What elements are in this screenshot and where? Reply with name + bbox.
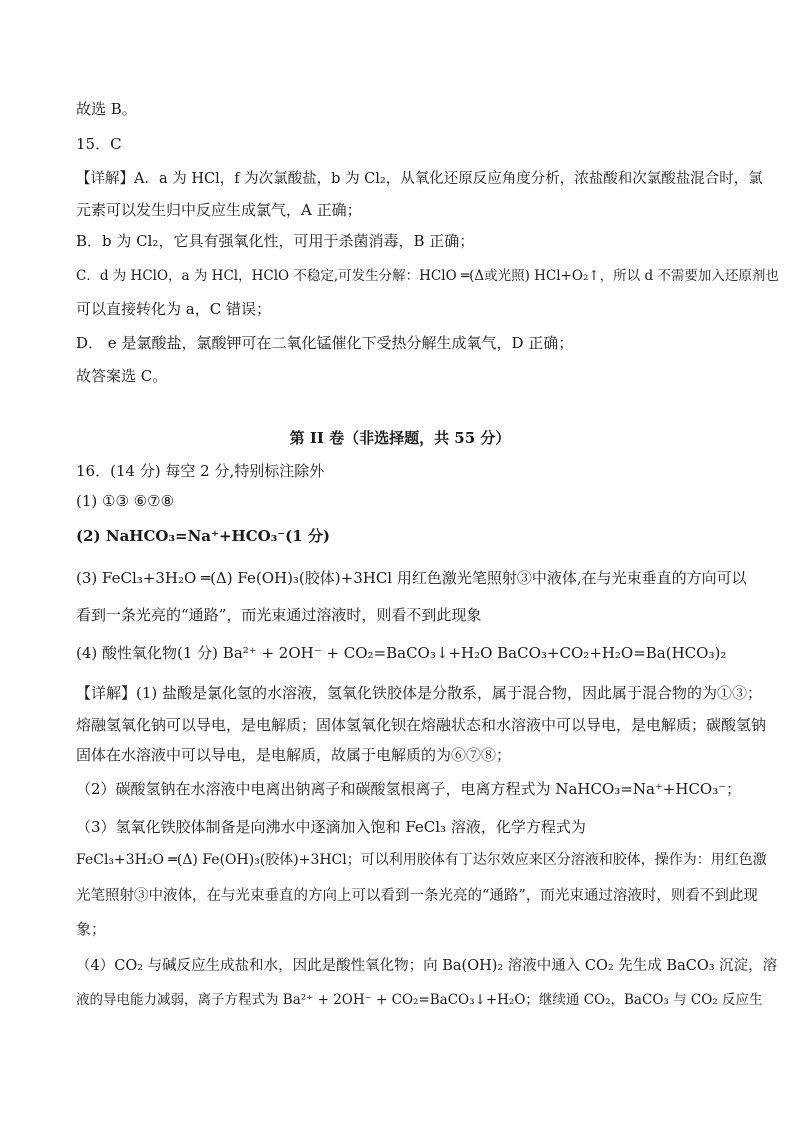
text-line: 【详解】(1) 盐酸是氯化氢的水溶液，氢氧化铁胶体是分散系，属于混合物，因此属于混合物的为①③； (76, 684, 763, 702)
equation-line: (2) NaHCO₃=Na⁺+HCO₃⁻(1 分) (76, 527, 331, 545)
question-header: 16．(14 分) 每空 2 分,特别标注除外 (76, 462, 325, 480)
text-line: (4) 酸性氧化物(1 分) Ba²⁺ + 2OH⁻ + CO₂=BaCO₃↓+H₂O BaCO₃+CO₂+H₂O=Ba(HCO₃)₂ (76, 644, 727, 662)
text-line: D． e 是氯酸盐，氯酸钾可在二氧化锰催化下受热分解生成氧气，D 正确； (76, 334, 574, 352)
text-line: 故答案选 C。 (76, 367, 168, 385)
text-line: 故选 B。 (76, 100, 137, 118)
section-title: 第 II 卷（非选择题，共 55 分） (289, 429, 511, 447)
text-line: 熔融氢氧化钠可以导电，是电解质；固体氢氧化钡在熔融状态和水溶液中可以导电，是电解质；碳酸氢钠 (76, 716, 767, 734)
text-line: 固体在水溶液中可以导电，是电解质，故属于电解质的为⑥⑦⑧； (76, 746, 512, 764)
text-line: (1) ①③ ⑥⑦⑧ (76, 492, 175, 510)
text-line: 象； (76, 920, 107, 938)
text-line: 元素可以发生归中反应生成氯气，A 正确； (76, 201, 362, 219)
text-line: 看到一条光亮的“通路”，而光束通过溶液时，则看不到此现象 (76, 606, 482, 624)
text-line: B．b 为 Cl₂，它具有强氧化性，可用于杀菌消毒，B 正确； (76, 232, 475, 250)
text-line: 可以直接转化为 a，C 错误； (76, 300, 271, 318)
text-line: 【详解】A．a 为 HCl，f 为次氯酸盐，b 为 Cl₂，从氧化还原反应角度分析，浓盐酸和次氯酸盐混合时，氯 (76, 171, 763, 187)
text-line: C．d 为 HClO，a 为 HCl，HClO 不稳定,可发生分解：HClO ═(Δ或光照) HCl+O₂↑，所以 d 不需要加入还原剂也 (76, 268, 779, 284)
text-line: （3）氢氧化铁胶体制备是向沸水中逐滴加入饱和 FeCl₃ 溶液，化学方程式为 (76, 818, 586, 836)
text-line: （2）碳酸氢钠在水溶液中电离出钠离子和碳酸氢根离子，电离方程式为 NaHCO₃=Na⁺+HCO₃⁻； (76, 780, 742, 798)
answer-number: 15．C (76, 135, 122, 153)
text-line: （4）CO₂ 与碱反应生成盐和水，因此是酸性氧化物；向 Ba(OH)₂ 溶液中通入 CO₂ 先生成 BaCO₃ 沉淀，溶 (76, 958, 778, 974)
text-line: 光笔照射③中液体，在与光束垂直的方向上可以看到一条光亮的“通路”，而光束通过溶液时，则看不到此现 (76, 888, 758, 904)
text-line: (3) FeCl₃+3H₂O ═(Δ) Fe(OH)₃(胶体)+3HCl 用红色激光笔照射③中液体,在与光束垂直的方向可以 (76, 569, 747, 587)
text-line: FeCl₃+3H₂O ═(Δ) Fe(OH)₃(胶体)+3HCl；可以利用胶体有丁达尔效应来区分溶液和胶体，操作为：用红色激 (76, 852, 767, 868)
text-line: 液的导电能力减弱，离子方程式为 Ba²⁺ + 2OH⁻ + CO₂=BaCO₃↓+H₂O；继续通 CO₂，BaCO₃ 与 CO₂ 反应生 (76, 992, 763, 1008)
